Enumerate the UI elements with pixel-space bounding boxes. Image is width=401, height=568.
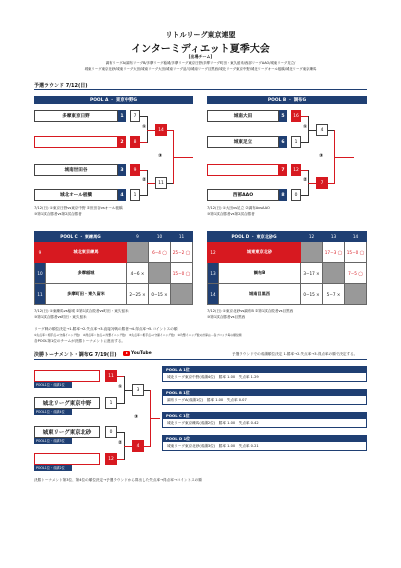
pool-c-row-2-num: 10: [35, 263, 46, 284]
pool-c-row-3-c1: 2−25 ×: [127, 284, 149, 305]
final-game-2: ②: [118, 440, 123, 446]
pool-b-team-1: 城南大田: [207, 110, 279, 122]
pool-a-game-1: ①: [142, 124, 147, 130]
pool-c-row-3-c2: 0−15 ×: [149, 284, 171, 305]
pool-c-row-1-name: 城北東京練馬: [46, 242, 127, 263]
pool-b-score-1: 16: [291, 110, 301, 122]
pool-b-team-2: 城東足立: [207, 136, 279, 148]
final-score-2: 1: [105, 397, 117, 409]
participants-label: [出場チーム]: [188, 54, 213, 59]
pool-a-note-2: ③第1試合勝者vs第2試合勝者: [34, 212, 82, 216]
result-pool-c: [162, 412, 367, 428]
pool-a-team-1: 多摩東京日野: [34, 110, 118, 122]
pool-d-row-1-num: 12: [208, 242, 219, 263]
prelim-title: 予選ラウンド 7/12(日): [34, 83, 88, 89]
final-team-1: 調布リーグA: [34, 370, 100, 382]
participants-line-2: 城東リーグ東京北砂/城東リーグ大田/城南リーグ大田/城南リーグ品川/城南リーグ目黒西/城北リーグ東京中野/城北リーグオール板橋/城北リーグ東京練馬: [84, 66, 317, 71]
final-team-2: 城北リーグ東京中野: [34, 397, 100, 409]
pool-b-final-score-2: 7: [316, 177, 328, 189]
pool-d-row-2-c1: 3−17 ×: [301, 263, 323, 284]
rules-line-2: ①失点率＝相手点÷(守備イニング数) ②得点率＝自点÷(攻撃イニング数) ③失点率＝相手点÷(守備イニング数) ④攻撃イニング数の計算は…各ブロック毎の順位順: [34, 333, 242, 337]
pool-a-game-3: ③: [158, 153, 163, 159]
pool-d-col-1: 12: [301, 232, 323, 242]
pool-a-team-4: 城北オール板橋: [34, 189, 118, 201]
pool-c-row-2-c3: 15−0 ◯: [171, 263, 193, 284]
pool-c-row-3-num: 11: [35, 284, 46, 305]
prelim-divider: [34, 89, 367, 90]
pool-d-row-3-c3: [345, 284, 367, 305]
pool-c-row-2-c1: 4−6 ×: [127, 263, 149, 284]
result-pool-a-header: POOL A 1位: [163, 367, 366, 373]
pool-d-row-1-c2: 17−3 ◯: [323, 242, 345, 263]
pool-b-game-3: ③: [319, 153, 324, 159]
pool-b-game-2: ②: [303, 177, 308, 183]
rules-line-1: リーグ戦の順位決定→1.勝率→2.失点率→3.直接対戦の勝者→4.得点率→5.コイントスの順: [34, 327, 178, 331]
pool-c-row-1-c3: 25−2 ◯: [171, 242, 193, 263]
pool-a-score-1: 7: [130, 110, 140, 122]
final-team-4: 城北リーグ東京練馬: [34, 453, 100, 465]
pool-a-team-2: 城北東京中野: [34, 136, 118, 148]
pool-a-team-3: 城南世田谷: [34, 164, 118, 176]
pool-d-col-3: 14: [345, 232, 367, 242]
result-pool-b-body: 調布リーグA(成績1位) 勝率 1.00 失点率 0.07: [167, 397, 247, 402]
pool-c-row-1-c2: 6−4 ◯: [149, 242, 171, 263]
pool-a-score-3: 9: [130, 164, 140, 176]
pool-d-note-1: 7/12(日) ①東京北砂vs調布B ②第1試合敗者vs目黒西: [207, 309, 294, 313]
pool-b-game-1: ①: [303, 124, 308, 130]
pool-c-header: POOL C ・ 東練馬G: [35, 232, 127, 242]
youtube-play-icon: [123, 351, 130, 356]
pool-d-row-2-num: 13: [208, 263, 219, 284]
pool-c-col-2: 10: [149, 232, 171, 242]
final-team-1-sub: POOL1位・成績1位: [34, 382, 72, 388]
final-team-2-sub: POOL1位・成績4位: [34, 409, 72, 415]
result-pool-b-header: POOL B 1位: [163, 390, 366, 396]
final-team-3-sub: POOL1位・成績3位: [34, 438, 72, 444]
pool-b-score-2: 1: [291, 136, 301, 148]
final-score-1: 11: [105, 370, 117, 382]
pool-b-final-score-1: 4: [316, 124, 328, 136]
result-pool-d: [162, 435, 367, 451]
pool-c-row-3-name: 多摩町田・東久留米: [46, 284, 127, 305]
pool-d-col-2: 13: [323, 232, 345, 242]
pool-c-row-1-c1: [127, 242, 149, 263]
pool-a-team-3-num: 3: [118, 164, 126, 176]
pool-a-final-score-1: 14: [155, 124, 167, 136]
result-pool-c-header: POOL C 1位: [163, 413, 366, 419]
pool-d-row-3-c1: 0−15 ×: [301, 284, 323, 305]
pool-d-row-2-c2: [323, 263, 345, 284]
youtube-logo: [123, 351, 152, 356]
youtube-label: YouTube: [131, 351, 152, 356]
pool-a-header: POOL A ・ 東京中野G: [34, 96, 193, 104]
final-divider: [34, 359, 367, 360]
pool-d-note-2: ③第1試合勝者vs目黒西: [207, 315, 246, 319]
result-pool-d-body: 城東リーグ東京北砂(成績3位) 勝率 1.00 失点率 0.21: [167, 443, 259, 448]
pool-d-table: [207, 231, 367, 305]
pool-b-team-3-num: 7: [279, 164, 287, 176]
page-title: インターミディエット夏季大会: [131, 44, 270, 55]
final-team-4-sub: POOL1位・成績2位: [34, 465, 72, 471]
pool-d-row-2-name: 調布B: [219, 263, 301, 284]
pool-b-team-1-num: 5: [279, 110, 287, 122]
pool-a-team-2-num: 2: [118, 136, 126, 148]
final-mid-score-1: 3: [132, 384, 144, 396]
pool-c-col-3: 11: [171, 232, 193, 242]
pool-c-table: [34, 231, 193, 305]
pool-b-score-4: 0: [291, 189, 301, 201]
pool-b-team-4-num: 8: [279, 189, 287, 201]
org-name: リトルリーグ東京連盟: [165, 31, 236, 39]
pool-c-col-1: 9: [127, 232, 149, 242]
pool-b-score-3: 12: [291, 164, 301, 176]
final-footer: 決勝トーナメント第3位、第4位の順位決定→予選ラウンドから算出した失点率→得点率→コイントスの順: [34, 478, 202, 482]
pool-b-header: POOL B ・ 調布G: [207, 96, 367, 104]
final-game-3: ③: [134, 414, 139, 420]
pool-b-team-2-num: 6: [279, 136, 287, 148]
result-pool-d-header: POOL D 1位: [163, 436, 366, 442]
pool-b-team-3: 調布A: [207, 164, 279, 176]
pool-d-header: POOL D ・ 東京北砂G: [208, 232, 301, 242]
pool-c-row-1-num: 9: [35, 242, 46, 263]
pool-a-score-4: 1: [130, 189, 140, 201]
pool-d-row-3-num: 14: [208, 284, 219, 305]
pool-d-row-2-c3: 7−5 ◯: [345, 263, 367, 284]
final-team-3: 城東リーグ東京北砂: [34, 426, 100, 438]
pool-a-team-1-num: 1: [118, 110, 126, 122]
pool-c-row-3-c3: [171, 284, 193, 305]
pool-b-note-1: 7/12(日) ①大田vs足立 ②調布AvsAAO: [207, 206, 270, 210]
pool-c-row-2-name: 多摩稲城: [46, 263, 127, 284]
pool-d-row-1-name: 城東東京北砂: [219, 242, 301, 263]
pool-b-team-4: 西部AAO: [207, 189, 279, 201]
final-mid-score-2: 4: [132, 440, 144, 452]
result-pool-a-body: 城北リーグ東京中野(成績4位) 勝率 1.00 失点率 1.29: [167, 374, 259, 379]
pool-a-game-2: ②: [142, 177, 147, 183]
final-score-3: 0: [105, 426, 117, 438]
pool-d-row-3-name: 城南目黒西: [219, 284, 301, 305]
result-pool-c-body: 城北リーグ東京練馬(成績2位) 勝率 1.00 失点率 0.42: [167, 420, 259, 425]
final-game-1: ①: [118, 384, 123, 390]
rules-line-3: 各POOL第1位のチームが決勝トーナメントに進出する。: [34, 339, 126, 343]
final-score-4: 12: [105, 453, 117, 465]
pool-d-row-3-c2: 5−7 ×: [323, 284, 345, 305]
pool-c-row-2-c2: [149, 263, 171, 284]
pool-c-note-1: 7/12(日) ①東練馬vs稲城 ②第1試合敗者vs町田・東久留米: [34, 309, 129, 313]
pool-a-note-1: 7/12(日) ①東京日野vs東京中野 ②世田谷vsオール板橋: [34, 206, 123, 210]
pool-b-note-2: ③第1試合勝者vs第2試合勝者: [207, 212, 255, 216]
final-title: 決勝トーナメント・調布G 7/19(日): [34, 352, 117, 358]
pool-d-row-1-c1: [301, 242, 323, 263]
pool-a-score-2: 8: [130, 136, 140, 148]
pool-c-note-2: ③第1試合勝者vs町田・東久留米: [34, 315, 87, 319]
seed-note: 予選ラウンドでの成績順位決定 1.勝率→2.失点率→3.得点率の順で決定する。: [232, 352, 358, 356]
pool-a-final-score-2: 11: [155, 177, 167, 189]
participants-line-1: 調布リーグA/調布リーグB/多摩リーグ稲城/多摩リーグ東京日野/多摩リーグ町田・東久留米/西部リーグAAO/城東リーグ足立/: [105, 61, 296, 65]
result-pool-a: [162, 366, 367, 382]
result-pool-b: [162, 389, 367, 405]
pool-d-row-1-c3: 15−0 ◯: [345, 242, 367, 263]
pool-a-team-4-num: 4: [118, 189, 126, 201]
